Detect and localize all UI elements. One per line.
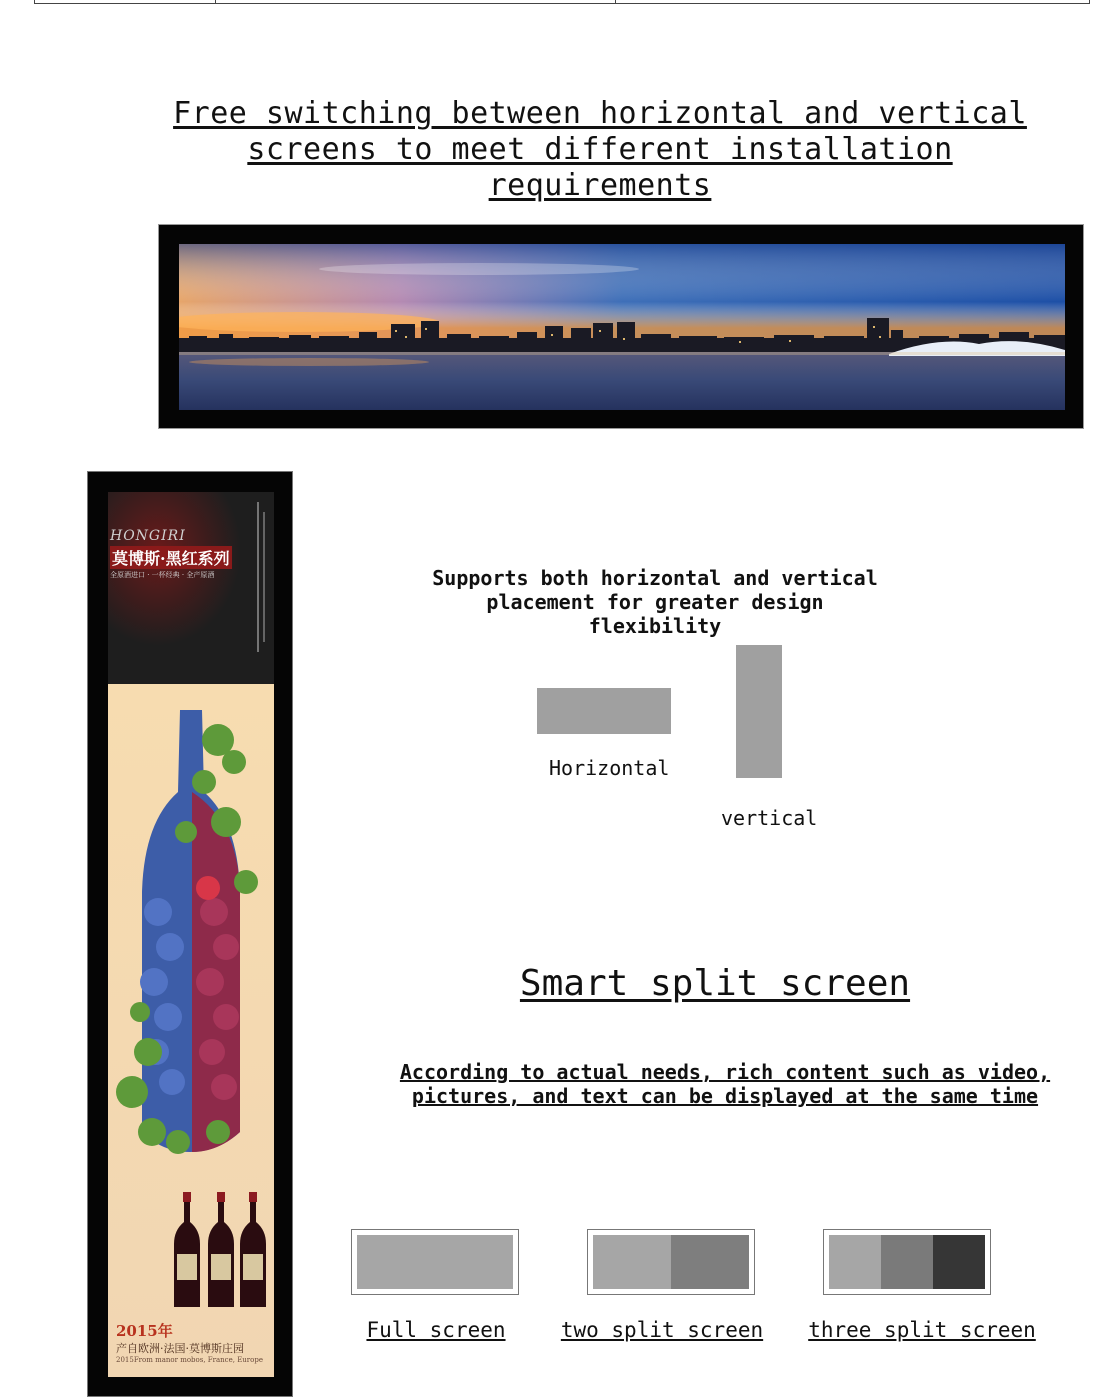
- split-screen-title: Smart split screen: [519, 963, 911, 1004]
- orientation-subtitle-line-2: placement for greater design: [486, 590, 824, 614]
- title-line-1: Free switching between horizontal and vertical: [173, 96, 1027, 131]
- split-pane: [671, 1235, 749, 1289]
- full-screen-diagram: [351, 1229, 519, 1295]
- split-desc-line-2: pictures, and text can be displayed at the same time: [411, 1084, 1039, 1108]
- vertical-label: vertical: [721, 806, 818, 830]
- orientation-subtitle: [410, 566, 900, 638]
- city-skyline-image: [179, 244, 1065, 410]
- table-divider: [215, 0, 216, 3]
- page-title: [140, 96, 1060, 204]
- table-divider: [615, 0, 616, 3]
- three-split-diagram: [823, 1229, 991, 1295]
- full-screen-label: Full screen: [366, 1318, 506, 1342]
- poster-origin: 产自欧洲·法国·莫博斯庄园: [116, 1342, 244, 1355]
- poster-brand-title: 莫博斯·黑红系列: [110, 546, 232, 569]
- three-split-label: three split screen: [808, 1318, 1036, 1342]
- split-screen-description: [380, 1060, 1070, 1108]
- two-split-label: two split screen: [560, 1318, 764, 1342]
- split-pane: [829, 1235, 881, 1289]
- title-line-3: requirements: [488, 168, 712, 203]
- split-pane: [357, 1235, 513, 1289]
- top-table-edge: [34, 0, 1090, 4]
- split-pane: [933, 1235, 985, 1289]
- horizontal-label: Horizontal: [549, 756, 670, 780]
- split-pane: [881, 1235, 933, 1289]
- poster-origin-en: 2015From manor mobos, France, Europe: [116, 1356, 263, 1364]
- title-line-2: screens to meet different installation: [247, 132, 953, 167]
- vertical-shape: [736, 645, 782, 778]
- horizontal-shape: [537, 688, 671, 734]
- poster-tagline: 全原酒进口 · 一杯经典 · 全产原酒: [110, 571, 215, 579]
- orientation-subtitle-line-3: flexibility: [588, 614, 722, 638]
- vertical-display-poster: [87, 471, 293, 1397]
- horizontal-display-photo: [158, 224, 1084, 429]
- split-desc-line-1: According to actual needs, rich content such as video,: [399, 1060, 1051, 1084]
- split-pane: [593, 1235, 671, 1289]
- two-split-diagram: [587, 1229, 755, 1295]
- poster-year: 2015年: [116, 1322, 173, 1340]
- poster-brand-script: HONGIRI: [110, 528, 186, 544]
- orientation-subtitle-line-1: Supports both horizontal and vertical: [432, 566, 878, 590]
